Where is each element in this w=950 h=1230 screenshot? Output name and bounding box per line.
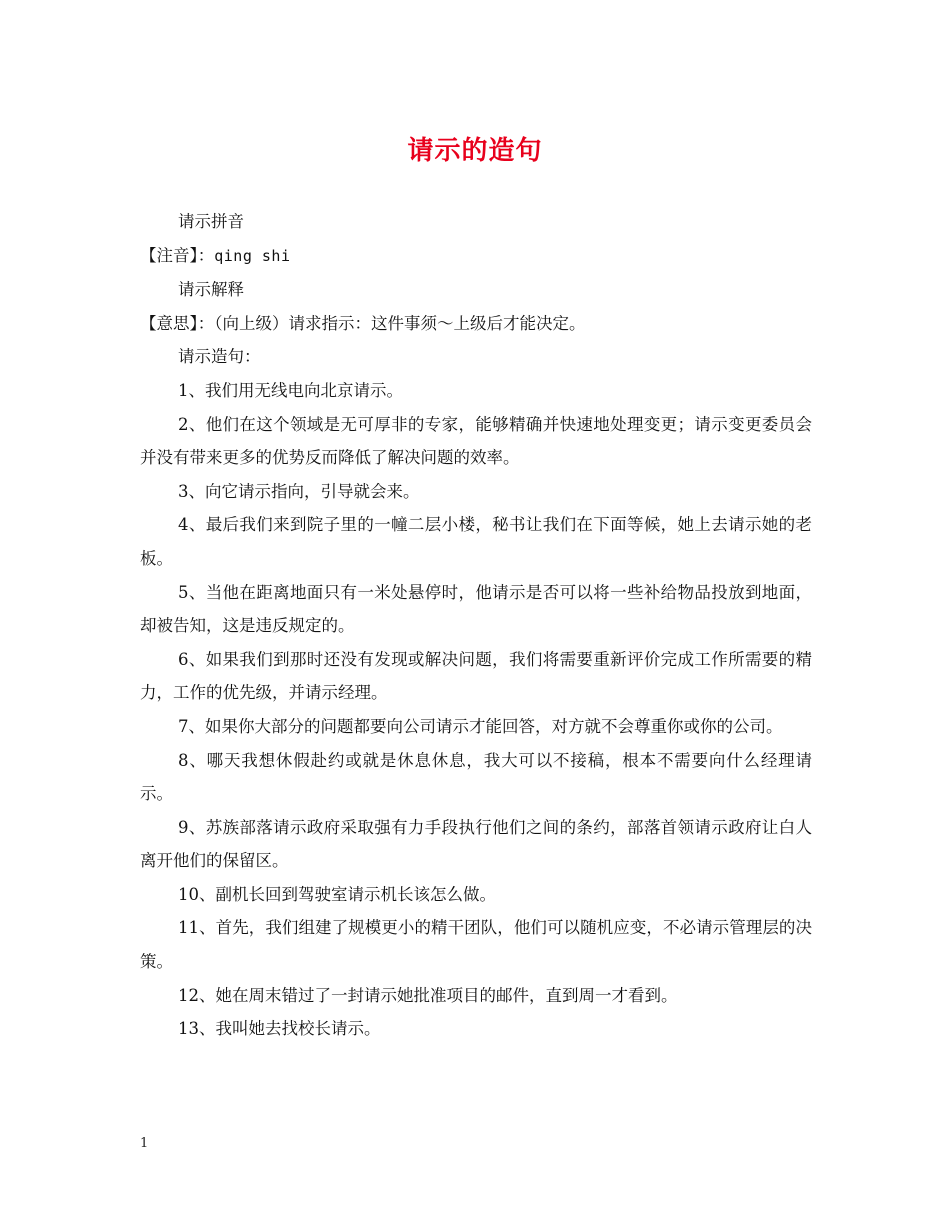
example-sentence: 12、她在周末错过了一封请示她批准项目的邮件，直到周一才看到。 xyxy=(178,985,678,1005)
examples-heading: 请示造句： xyxy=(178,347,261,367)
page-number: 1 xyxy=(140,1136,149,1151)
meaning-text: 【意思】：（向上级）请求指示：这件事须～上级后才能决定。 xyxy=(140,313,586,333)
example-sentence: 13、我叫她去找校长请示。 xyxy=(178,1019,381,1039)
example-sentence: 6、如果我们到那时还没有发现或解决问题，我们将需要重新评价完成工作所需要的精力，工作的优先级，并请示经理。 xyxy=(140,649,812,703)
example-sentence: 7、如果你大部分的问题都要向公司请示才能回答，对方就不会尊重你或你的公司。 xyxy=(178,716,783,736)
meaning-heading: 请示解释 xyxy=(178,280,244,300)
pinyin-label: 【注音】： xyxy=(140,245,215,265)
example-sentence: 5、当他在距离地面只有一米处悬停时，他请示是否可以将一些补给物品投放到地面，却被告知，这是违反规定的。 xyxy=(140,582,812,636)
example-sentence: 1、我们用无线电向北京请示。 xyxy=(178,380,403,400)
example-sentence: 3、向它请示指向，引导就会来。 xyxy=(178,481,420,501)
document-title: 请示的造句 xyxy=(407,136,543,166)
pinyin-line xyxy=(140,239,812,274)
example-sentence: 11、首先，我们组建了规模更小的精干团队，他们可以随机应变，不必请示管理层的决策。 xyxy=(140,918,812,972)
example-sentence: 9、苏族部落请示政府采取强有力手段执行他们之间的条约，部落首领请示政府让白人离开他们的保留区。 xyxy=(140,817,812,871)
example-sentence: 10、副机长回到驾驶室请示机长该怎么做。 xyxy=(178,884,496,904)
pinyin-value: qing shi xyxy=(214,246,291,265)
example-sentence: 2、他们在这个领域是无可厚非的专家，能够精确并快速地处理变更；请示变更委员会并没有带来更多的优势反而降低了解决问题的效率。 xyxy=(140,414,812,468)
document-body xyxy=(140,205,812,1046)
pinyin-heading: 请示拼音 xyxy=(178,212,244,231)
example-sentence: 8、哪天我想休假赴约或就是休息休息，我大可以不接稿，根本不需要向什么经理请示。 xyxy=(140,750,812,804)
example-sentence: 4、最后我们来到院子里的一幢二层小楼，秘书让我们在下面等候，她上去请示她的老板。 xyxy=(140,515,812,568)
